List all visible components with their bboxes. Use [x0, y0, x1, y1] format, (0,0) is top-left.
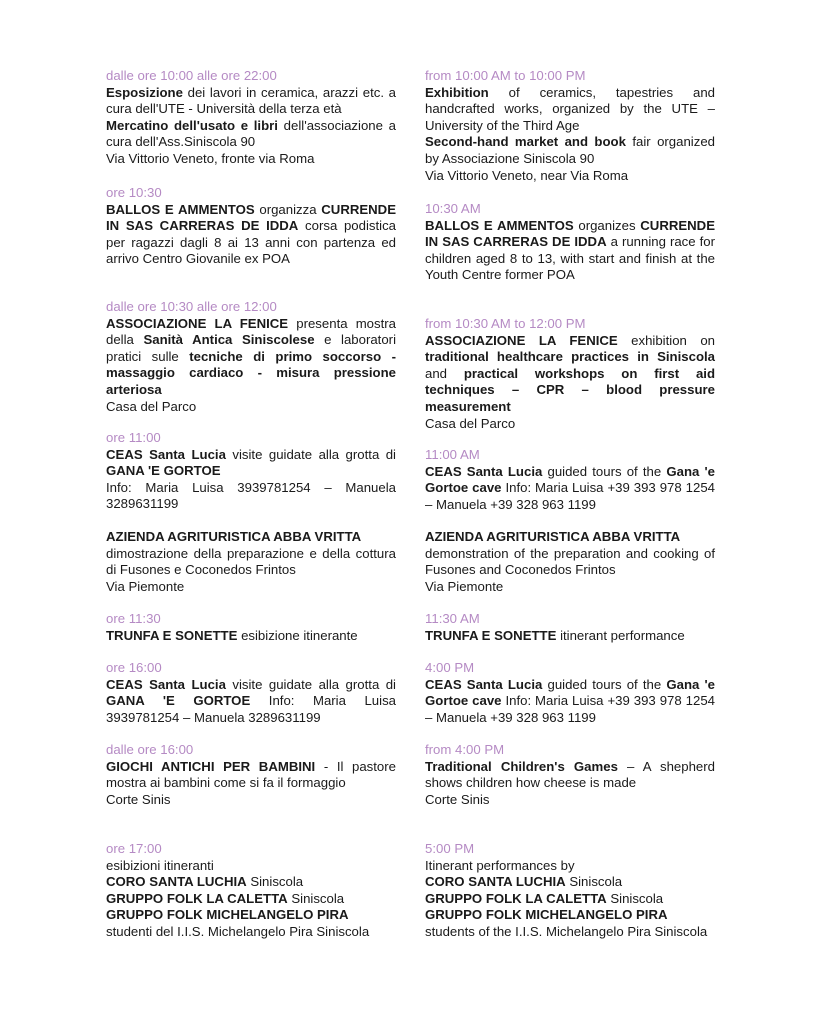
entry-text: CEAS Santa Lucia visite guidate alla grotta di GANA 'E GORTOE [106, 446, 396, 479]
entry-games [106, 742, 396, 808]
time-label: ore 16:00 [106, 660, 162, 675]
entry-agriturismo [106, 529, 396, 595]
performer-line: students of the I.I.S. Michelangelo Pira Siniscola [425, 923, 708, 939]
entry-text: esibizioni itineranti [106, 857, 214, 873]
performer-line: GRUPPO FOLK LA CALETTA Siniscola [425, 890, 664, 906]
entry-text: GIOCHI ANTICHI PER BAMBINI - Il pastore mostra ai bambini come si fa il formaggio [106, 758, 396, 791]
entry-text: CEAS Santa Lucia visite guidate alla grotta di GANA 'E GORTOE Info: Maria Luisa 3939781254 – Manuela 3289631199 [106, 676, 397, 725]
entry-text: Exhibition of ceramics, tapestries and handcrafted works, organized by the UTE – University of the Third Age [425, 84, 715, 133]
entry-text: BALLOS E AMMENTOS organizza CURRENDE IN SAS CARRERAS DE IDDA corsa podistica per ragazzi dagli 8 ai 13 anni con partenza ed arrivo Centro Giovanile ex POA [106, 201, 397, 267]
performer-line: CORO SANTA LUCHIA Siniscola [106, 874, 304, 890]
entry-text: demonstration of the preparation and cooking of Fusones and Coconedos Frintos [425, 545, 715, 578]
entry-text: dimostrazione della preparazione e della cottura di Fusones e Coconedos Frintos [106, 545, 396, 578]
entry-place: Casa del Parco [106, 398, 197, 414]
entry-race [425, 201, 715, 284]
time-label: ore 11:30 [106, 611, 161, 626]
time-label: 11:30 AM [425, 611, 480, 626]
time-label: 11:00 AM [425, 447, 480, 462]
time-label: 5:00 PM [425, 841, 475, 856]
time-label: 10:30 AM [425, 201, 481, 216]
time-label: from 4:00 PM [425, 742, 505, 757]
entry-text: Esposizione dei lavori in ceramica, arazzi etc. a cura dell'UTE - Università della terza età [106, 84, 396, 117]
entry-place: Via Vittorio Veneto, near Via Roma [425, 167, 629, 183]
entry-exhibition [106, 68, 396, 168]
entry-text: Second-hand market and book fair organized by Associazione Siniscola 90 [425, 134, 715, 166]
performer-line: GRUPPO FOLK MICHELANGELO PIRA [425, 907, 668, 923]
entry-text: TRUNFA E SONETTE itinerant performance [425, 627, 685, 643]
performer-line: studenti del I.I.S. Michelangelo Pira Siniscola [106, 923, 370, 939]
time-label: ore 11:00 [106, 430, 161, 445]
time-label: from 10:00 AM to 10:00 PM [425, 68, 586, 83]
entry-ceas-morning [106, 430, 396, 513]
entry-text: BALLOS E AMMENTOS organizes CURRENDE IN SAS CARRERAS DE IDDA a running race for children aged 8 to 13, with start and finish at the Youth Centre former POA [425, 217, 715, 283]
entry-fenice [106, 299, 396, 415]
entry-text: CEAS Santa Lucia guided tours of the Gana 'e Gortoe cave Info: Maria Luisa +39 393 978 1254 – Manuela +39 328 963 1199 [425, 463, 716, 512]
entry-ceas-morning [425, 447, 715, 513]
entry-text: Traditional Children's Games – A shepherd shows children how cheese is made [425, 758, 715, 791]
entry-text: CEAS Santa Lucia guided tours of the Gana 'e Gortoe cave Info: Maria Luisa +39 393 978 1254 – Manuela +39 328 963 1199 [425, 676, 716, 725]
entry-exhibition [425, 68, 715, 184]
entry-performances [106, 841, 369, 941]
entry-place: Casa del Parco [425, 415, 516, 431]
entry-agriturismo [425, 529, 715, 595]
performer-line: GRUPPO FOLK MICHELANGELO PIRA [106, 907, 349, 923]
entry-text: ASSOCIAZIONE LA FENICE presenta mostra della Sanità Antica Siniscolese e laboratori pratici sulle tecniche di primo soccorso - massaggio cardiaco - misura pressione arteriosa [106, 315, 396, 397]
entry-place: Corte Sinis [425, 791, 490, 807]
time-label: dalle ore 10:00 alle ore 22:00 [106, 68, 277, 83]
entry-title: AZIENDA AGRITURISTICA ABBA VRITTA [425, 529, 681, 544]
entry-text: ASSOCIAZIONE LA FENICE exhibition on traditional healthcare practices in Siniscola and practical workshops on first aid techniques – CPR – blood pressure measurement [425, 332, 716, 414]
entry-ceas-afternoon [106, 660, 396, 726]
entry-performances [425, 841, 707, 941]
entry-info: Info: Maria Luisa 3939781254 – Manuela 3289631199 [106, 479, 396, 512]
time-label: ore 10:30 [106, 185, 162, 200]
entry-text: TRUNFA E SONETTE esibizione itinerante [106, 627, 358, 643]
entry-games [425, 742, 715, 808]
entry-race [106, 185, 396, 268]
time-label: from 10:30 AM to 12:00 PM [425, 316, 586, 331]
time-label: 4:00 PM [425, 660, 475, 675]
time-label: dalle ore 10:30 alle ore 12:00 [106, 299, 277, 314]
entry-trunfa [425, 611, 685, 644]
entry-title: AZIENDA AGRITURISTICA ABBA VRITTA [106, 529, 362, 544]
entry-trunfa [106, 611, 358, 644]
entry-place: Via Vittorio Veneto, fronte via Roma [106, 150, 315, 166]
entry-place: Via Piemonte [425, 578, 504, 594]
performer-line: CORO SANTA LUCHIA Siniscola [425, 874, 623, 890]
entry-fenice [425, 316, 715, 432]
entry-ceas-afternoon [425, 660, 715, 726]
entry-text: Itinerant performances by [425, 857, 575, 873]
time-label: ore 17:00 [106, 841, 162, 856]
time-label: dalle ore 16:00 [106, 742, 194, 757]
entry-place: Corte Sinis [106, 791, 171, 807]
entry-text: Mercatino dell'usato e libri dell'associazione a cura dell'Ass.Siniscola 90 [106, 117, 396, 150]
entry-place: Via Piemonte [106, 578, 185, 594]
performer-line: GRUPPO FOLK LA CALETTA Siniscola [106, 890, 345, 906]
